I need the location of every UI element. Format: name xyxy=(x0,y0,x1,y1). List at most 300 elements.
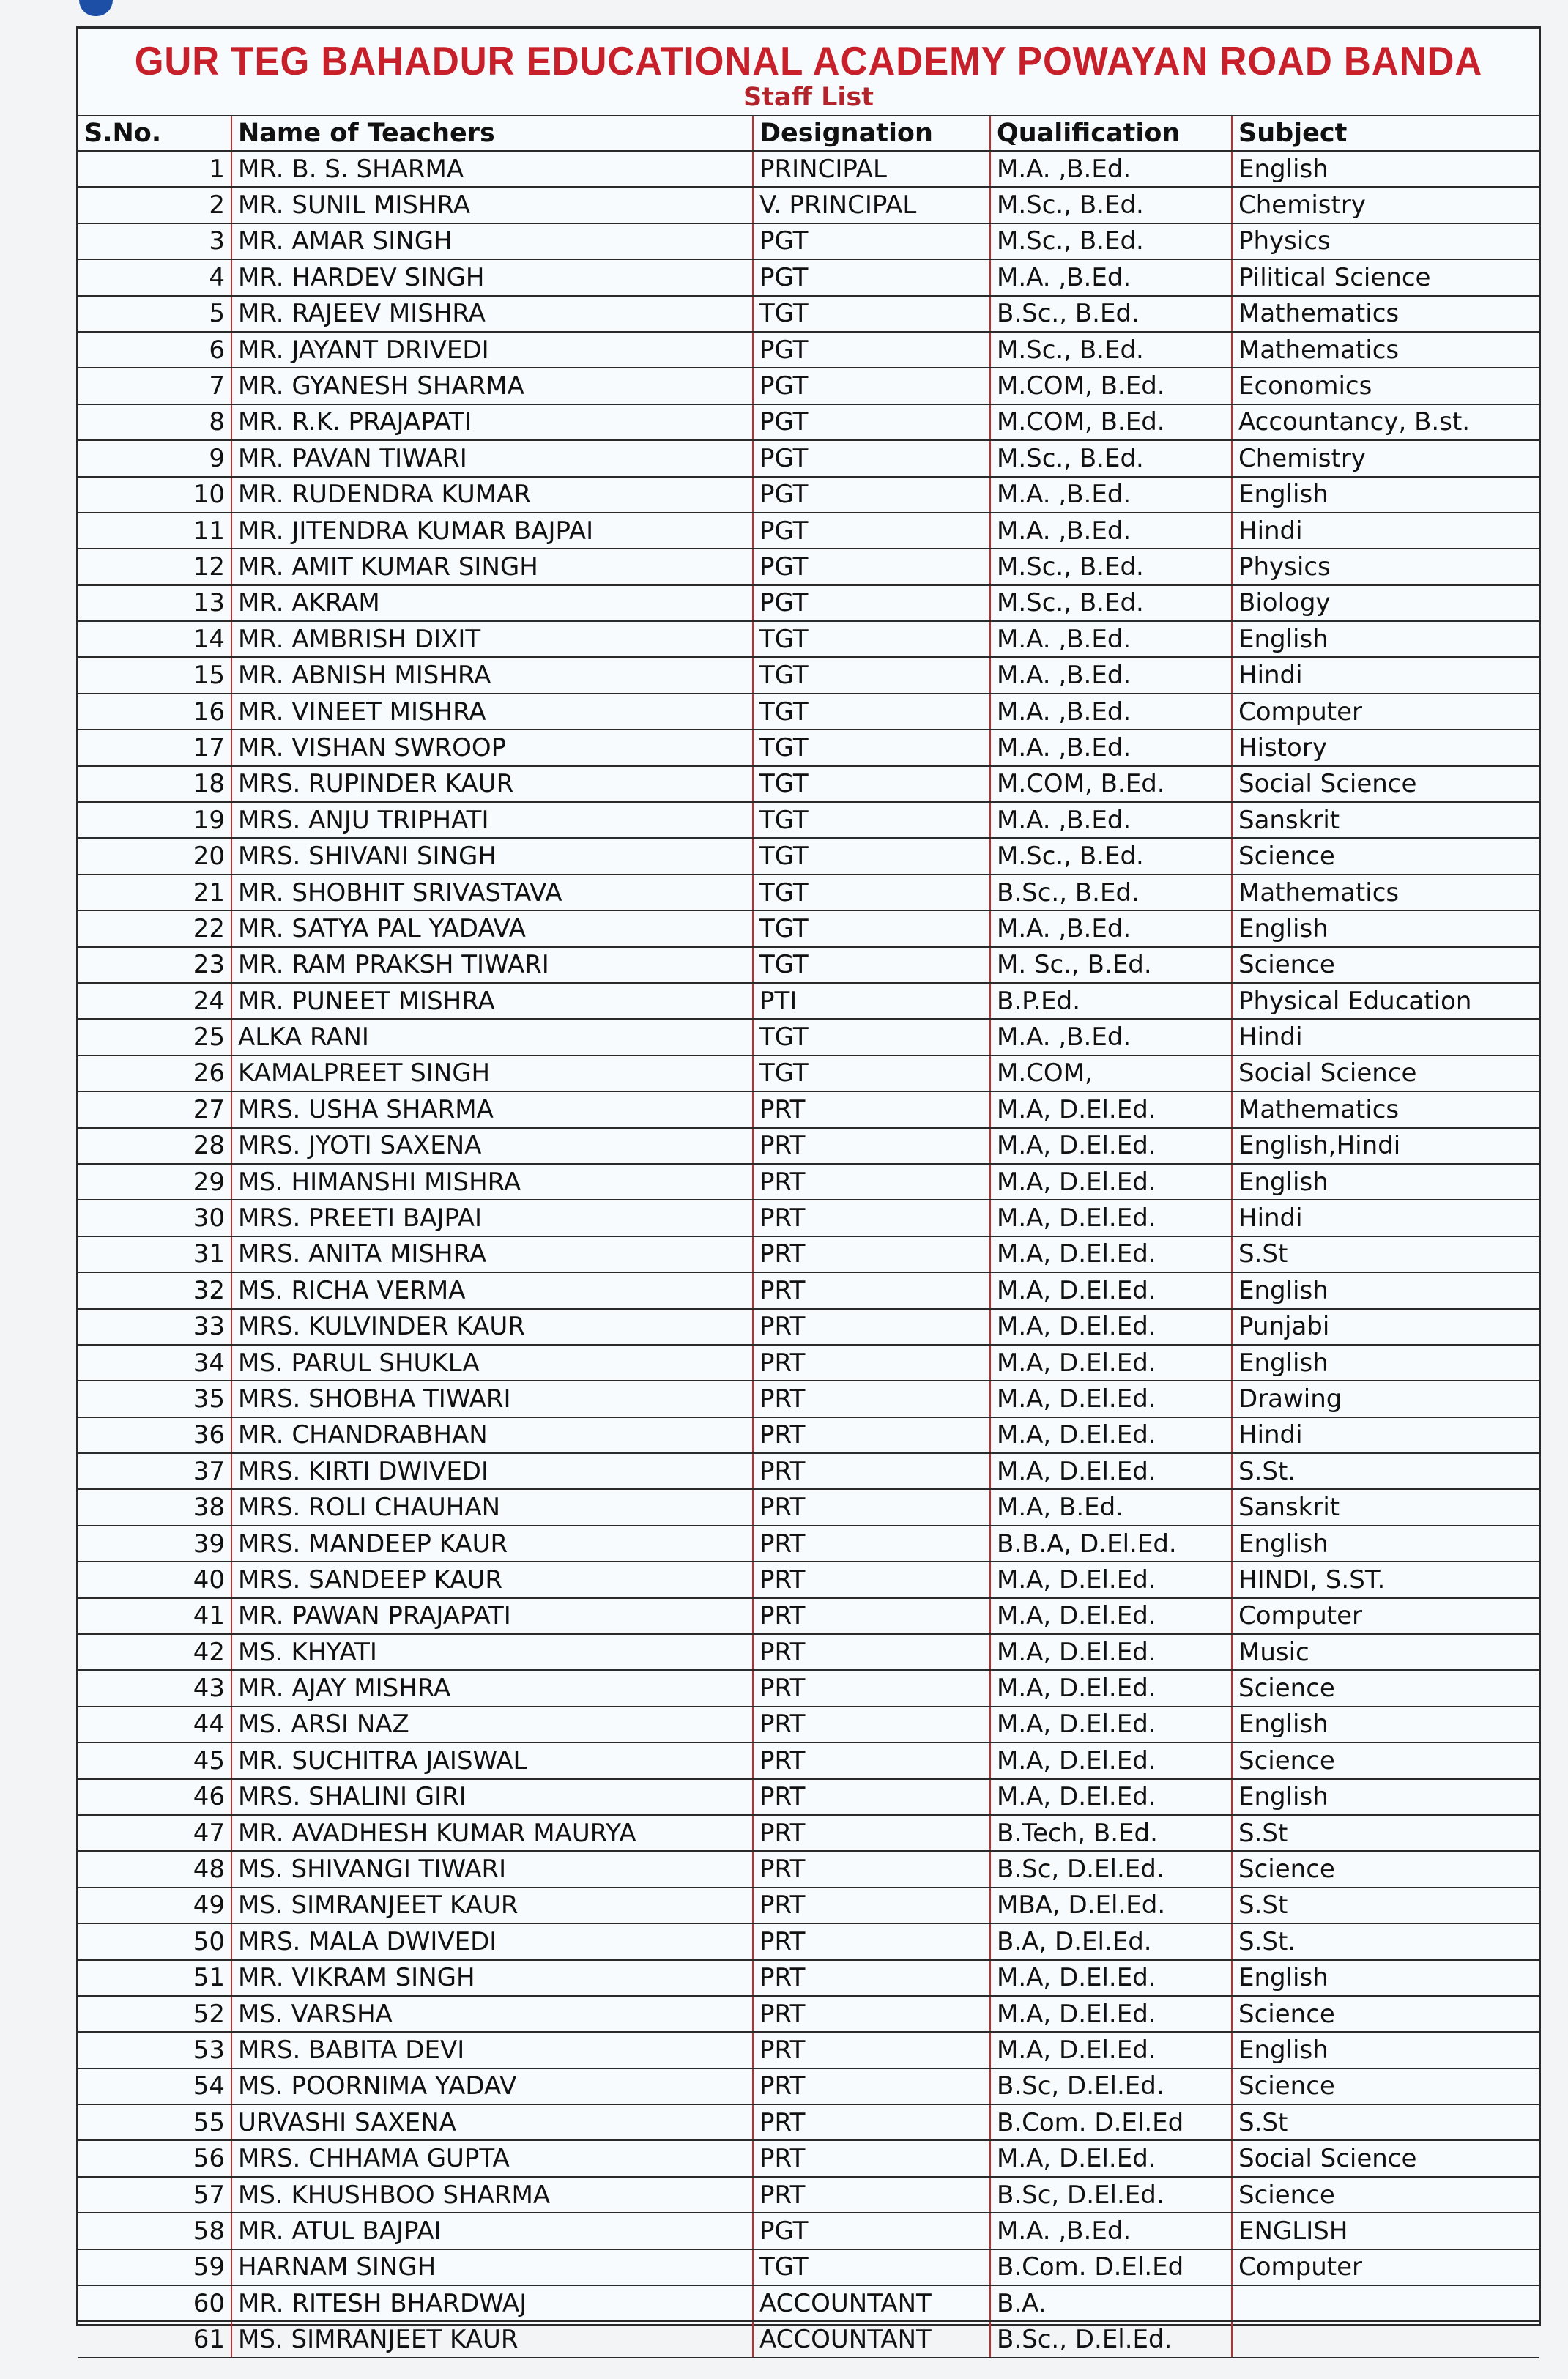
cell-qualification: M.A, D.El.Ed. xyxy=(991,1129,1233,1163)
cell-designation: PRT xyxy=(754,1780,991,1814)
cell-name: MS. PARUL SHUKLA xyxy=(232,1346,754,1380)
cell-subject: Physics xyxy=(1238,552,1331,582)
cell-name: MS. POORNIMA YADAV xyxy=(232,2069,754,2104)
table-row xyxy=(78,549,1539,585)
cell-designation: PGT xyxy=(754,260,991,294)
column-header-name: Name of Teachers xyxy=(232,116,754,150)
cell-designation: TGT xyxy=(754,297,991,331)
cell-designation: TGT xyxy=(754,694,991,729)
cell-qualification: M.Sc., B.Ed. xyxy=(991,224,1233,259)
cell-sno: 6 xyxy=(78,333,232,367)
cell-name: MR. AMIT KUMAR SINGH xyxy=(232,549,754,584)
cell-sno: 50 xyxy=(78,1924,232,1959)
cell-name: MR. R.K. PRAJAPATI xyxy=(232,405,754,439)
table-body xyxy=(78,152,1539,2358)
cell-subject: Science xyxy=(1238,1674,1335,1704)
cell-subject: English xyxy=(1238,2035,1329,2065)
cell-sno: 42 xyxy=(78,1635,232,1669)
cell-name: MRS. KULVINDER KAUR xyxy=(232,1310,754,1344)
cell-qualification: M.A, D.El.Ed. xyxy=(991,1165,1233,1199)
table-row xyxy=(78,1454,1539,1490)
cell-designation: PRT xyxy=(754,2141,991,2175)
cell-designation: PRT xyxy=(754,1743,991,1778)
cell-designation: TGT xyxy=(754,1056,991,1091)
table-row xyxy=(78,1346,1539,1381)
cell-qualification: M.A. ,B.Ed. xyxy=(991,260,1233,294)
cell-qualification: M.Sc., B.Ed. xyxy=(991,441,1233,475)
cell-qualification: M.A. ,B.Ed. xyxy=(991,2213,1233,2248)
cell-designation: PRT xyxy=(754,1237,991,1272)
cell-name: HARNAM SINGH xyxy=(232,2250,754,2285)
cell-designation: PRT xyxy=(754,2178,991,2212)
cell-subject: English,Hindi xyxy=(1238,1131,1401,1161)
cell-name: MR. SUNIL MISHRA xyxy=(232,188,754,222)
table-row xyxy=(78,1599,1539,1635)
cell-name: MR. JITENDRA KUMAR BAJPAI xyxy=(232,513,754,548)
cell-name: MRS. ROLI CHAUHAN xyxy=(232,1490,754,1524)
document-header xyxy=(78,29,1539,115)
cell-name: MR. AKRAM xyxy=(232,586,754,620)
cell-sno: 35 xyxy=(78,1381,232,1416)
cell-subject: S.St xyxy=(1238,1890,1288,1920)
cell-designation: TGT xyxy=(754,622,991,656)
cell-subject: Pilitical Science xyxy=(1238,262,1431,292)
cell-qualification: M.A. ,B.Ed. xyxy=(991,911,1233,946)
cell-name: MS. SIMRANJEET KAUR xyxy=(232,1888,754,1923)
table-row xyxy=(78,2141,1539,2177)
cell-designation: ACCOUNTANT xyxy=(754,2322,991,2356)
table-row xyxy=(78,2286,1539,2322)
cell-name: MRS. SHIVANI SINGH xyxy=(232,839,754,873)
table-row xyxy=(78,333,1539,368)
cell-name: MS. HIMANSHI MISHRA xyxy=(232,1165,754,1199)
table-row xyxy=(78,1165,1539,1200)
table-row xyxy=(78,1200,1539,1236)
table-row xyxy=(78,1961,1539,1997)
cell-qualification: M.A, D.El.Ed. xyxy=(991,1635,1233,1669)
cell-qualification: M.A, D.El.Ed. xyxy=(991,1707,1233,1742)
cell-designation: PRT xyxy=(754,1707,991,1742)
cell-sno: 1 xyxy=(78,152,232,186)
cell-qualification: B.Sc, D.El.Ed. xyxy=(991,1852,1233,1886)
cell-sno: 28 xyxy=(78,1129,232,1163)
cell-qualification: M.A, D.El.Ed. xyxy=(991,1780,1233,1814)
cell-designation: TGT xyxy=(754,2250,991,2285)
cell-designation: PRT xyxy=(754,1092,991,1127)
cell-qualification: M.A, D.El.Ed. xyxy=(991,1092,1233,1127)
cell-subject: Computer xyxy=(1238,1601,1363,1631)
table-row xyxy=(78,1562,1539,1598)
table-row xyxy=(78,1635,1539,1671)
cell-sno: 29 xyxy=(78,1165,232,1199)
cell-sno: 46 xyxy=(78,1780,232,1814)
cell-sno: 20 xyxy=(78,839,232,873)
cell-designation: TGT xyxy=(754,1020,991,1054)
table-row xyxy=(78,1273,1539,1309)
column-header-qualification: Qualification xyxy=(991,116,1233,150)
cell-sno: 44 xyxy=(78,1707,232,1742)
table-row xyxy=(78,2250,1539,2286)
table-row xyxy=(78,875,1539,911)
cell-subject xyxy=(1233,2286,1539,2320)
cell-subject: English xyxy=(1238,154,1329,184)
cell-subject: Accountancy, B.st. xyxy=(1238,407,1471,437)
cell-subject: English xyxy=(1238,1348,1329,1378)
cell-subject: English xyxy=(1238,1167,1329,1197)
cell-designation: PGT xyxy=(754,405,991,439)
cell-designation: PRT xyxy=(754,1346,991,1380)
cell-qualification: M.A, D.El.Ed. xyxy=(991,2141,1233,2175)
cell-designation: TGT xyxy=(754,767,991,801)
cell-name: MR. PAWAN PRAJAPATI xyxy=(232,1599,754,1633)
cell-qualification: M.A. ,B.Ed. xyxy=(991,622,1233,656)
cell-qualification: B.Sc., B.Ed. xyxy=(991,297,1233,331)
cell-sno: 54 xyxy=(78,2069,232,2104)
cell-subject: Social Science xyxy=(1238,1058,1417,1088)
cell-subject: Punjabi xyxy=(1238,1312,1330,1342)
cell-qualification: M.A, D.El.Ed. xyxy=(991,1562,1233,1597)
cell-subject: Chemistry xyxy=(1238,443,1366,473)
table-row xyxy=(78,658,1539,694)
cell-qualification: M.A. ,B.Ed. xyxy=(991,658,1233,692)
cell-subject: English xyxy=(1238,1782,1329,1812)
cell-qualification: B.Com. D.El.Ed xyxy=(991,2105,1233,2139)
cell-designation: PGT xyxy=(754,368,991,403)
cell-sno: 33 xyxy=(78,1310,232,1344)
cell-name: MS. KHYATI xyxy=(232,1635,754,1669)
cell-designation: PRT xyxy=(754,1273,991,1307)
cell-subject: S.St. xyxy=(1238,1456,1296,1486)
cell-sno: 55 xyxy=(78,2105,232,2139)
table-row xyxy=(78,1418,1539,1454)
cell-sno: 32 xyxy=(78,1273,232,1307)
cell-name: MR. ABNISH MISHRA xyxy=(232,658,754,692)
cell-qualification: M.A, D.El.Ed. xyxy=(991,1961,1233,1995)
cell-qualification: M.Sc., B.Ed. xyxy=(991,333,1233,367)
cell-sno: 25 xyxy=(78,1020,232,1054)
cell-sno: 9 xyxy=(78,441,232,475)
table-row xyxy=(78,224,1539,260)
cell-designation: ACCOUNTANT xyxy=(754,2286,991,2320)
table-row xyxy=(78,260,1539,296)
cell-sno: 36 xyxy=(78,1418,232,1452)
cell-sno: 43 xyxy=(78,1671,232,1705)
table-row xyxy=(78,1490,1539,1526)
cell-qualification: M.A, B.Ed. xyxy=(991,1490,1233,1524)
cell-sno: 5 xyxy=(78,297,232,331)
cell-name: MR. HARDEV SINGH xyxy=(232,260,754,294)
table-row xyxy=(78,1924,1539,1960)
cell-qualification: M.COM, B.Ed. xyxy=(991,767,1233,801)
cell-subject: Mathematics xyxy=(1238,877,1400,908)
cell-sno: 41 xyxy=(78,1599,232,1633)
cell-sno: 34 xyxy=(78,1346,232,1380)
cell-sno: 7 xyxy=(78,368,232,403)
cell-name: MRS. RUPINDER KAUR xyxy=(232,767,754,801)
cell-qualification: M. Sc., B.Ed. xyxy=(991,948,1233,982)
cell-name: MR. AMBRISH DIXIT xyxy=(232,622,754,656)
cell-qualification: M.A, D.El.Ed. xyxy=(991,1273,1233,1307)
cell-designation: PRT xyxy=(754,1852,991,1886)
cell-designation: PRT xyxy=(754,2033,991,2067)
cell-sno: 15 xyxy=(78,658,232,692)
cell-subject: Hindi xyxy=(1238,1023,1303,1053)
cell-qualification: M.A, D.El.Ed. xyxy=(991,1743,1233,1778)
cell-qualification: M.A, D.El.Ed. xyxy=(991,1454,1233,1488)
column-header-subject: Subject xyxy=(1238,119,1348,148)
cell-name: MR. VISHAN SWROOP xyxy=(232,730,754,765)
table-row xyxy=(78,2213,1539,2249)
cell-sno: 22 xyxy=(78,911,232,946)
cell-name: MRS. CHHAMA GUPTA xyxy=(232,2141,754,2175)
cell-qualification: M.A, D.El.Ed. xyxy=(991,1310,1233,1344)
cell-subject: Science xyxy=(1238,1855,1335,1885)
cell-subject: English xyxy=(1238,480,1329,510)
cell-sno: 58 xyxy=(78,2213,232,2248)
cell-designation: PGT xyxy=(754,549,991,584)
cell-subject: Science xyxy=(1238,1999,1335,2029)
cell-subject: Social Science xyxy=(1238,769,1417,799)
cell-qualification: M.A. ,B.Ed. xyxy=(991,730,1233,765)
cell-name: MS. VARSHA xyxy=(232,1997,754,2031)
cell-subject: Mathematics xyxy=(1238,1094,1400,1124)
cell-name: MRS. MALA DWIVEDI xyxy=(232,1924,754,1959)
cell-subject: Chemistry xyxy=(1238,190,1366,220)
cell-designation: TGT xyxy=(754,911,991,946)
table-row xyxy=(78,188,1539,223)
cell-designation: PRT xyxy=(754,1635,991,1669)
cell-qualification: M.A. ,B.Ed. xyxy=(991,803,1233,837)
table-row xyxy=(78,441,1539,477)
cell-qualification: M.COM, B.Ed. xyxy=(991,368,1233,403)
cell-qualification: MBA, D.El.Ed. xyxy=(991,1888,1233,1923)
cell-name: ALKA RANI xyxy=(232,1020,754,1054)
cell-subject: Hindi xyxy=(1238,661,1303,691)
cell-sno: 27 xyxy=(78,1092,232,1127)
cell-subject: Physics xyxy=(1238,226,1331,256)
cell-sno: 59 xyxy=(78,2250,232,2285)
cell-sno: 57 xyxy=(78,2178,232,2212)
cell-name: MRS. SHALINI GIRI xyxy=(232,1780,754,1814)
cell-qualification: B.P.Ed. xyxy=(991,984,1233,1018)
cell-designation: PRT xyxy=(754,1562,991,1597)
cell-sno: 37 xyxy=(78,1454,232,1488)
cell-qualification: M.A, D.El.Ed. xyxy=(991,1599,1233,1633)
cell-subject: Science xyxy=(1238,2180,1335,2210)
cell-name: MR. PAVAN TIWARI xyxy=(232,441,754,475)
cell-qualification: M.A. ,B.Ed. xyxy=(991,152,1233,186)
cell-qualification: M.A, D.El.Ed. xyxy=(991,1200,1233,1235)
cell-subject: English xyxy=(1238,1275,1329,1305)
table-row xyxy=(78,1526,1539,1562)
cell-sno: 10 xyxy=(78,478,232,512)
cell-qualification: M.A, D.El.Ed. xyxy=(991,1381,1233,1416)
cell-sno: 12 xyxy=(78,549,232,584)
cell-designation: PRT xyxy=(754,1310,991,1344)
cell-subject: Sanskrit xyxy=(1238,1493,1340,1523)
cell-qualification: M.Sc., B.Ed. xyxy=(991,839,1233,873)
cell-subject: History xyxy=(1238,732,1327,762)
table-row xyxy=(78,478,1539,513)
table-row xyxy=(78,1237,1539,1273)
cell-designation: PRT xyxy=(754,1418,991,1452)
cell-subject xyxy=(1233,2322,1539,2356)
cell-name: MR. RAJEEV MISHRA xyxy=(232,297,754,331)
cell-sno: 24 xyxy=(78,984,232,1018)
school-logo-icon xyxy=(79,0,113,16)
cell-designation: PRT xyxy=(754,1997,991,2031)
cell-name: MR. JAYANT DRIVEDI xyxy=(232,333,754,367)
cell-designation: PRT xyxy=(754,1599,991,1633)
cell-designation: PRT xyxy=(754,1671,991,1705)
cell-sno: 11 xyxy=(78,513,232,548)
cell-name: MR. VIKRAM SINGH xyxy=(232,1961,754,1995)
cell-qualification: M.Sc., B.Ed. xyxy=(991,586,1233,620)
cell-designation: PRT xyxy=(754,1454,991,1488)
table-row xyxy=(78,1780,1539,1816)
table-row xyxy=(78,513,1539,549)
cell-qualification: B.B.A, D.El.Ed. xyxy=(991,1526,1233,1561)
cell-name: MS. KHUSHBOO SHARMA xyxy=(232,2178,754,2212)
cell-designation: PGT xyxy=(754,513,991,548)
cell-name: KAMALPREET SINGH xyxy=(232,1056,754,1091)
cell-designation: TGT xyxy=(754,875,991,910)
cell-name: MR. SATYA PAL YADAVA xyxy=(232,911,754,946)
cell-designation: PGT xyxy=(754,224,991,259)
cell-qualification: M.A, D.El.Ed. xyxy=(991,1237,1233,1272)
table-row xyxy=(78,1129,1539,1165)
cell-subject: Physical Education xyxy=(1238,986,1472,1016)
staff-list-sheet xyxy=(76,26,1541,2355)
cell-subject: Computer xyxy=(1238,2252,1363,2282)
cell-qualification: M.Sc., B.Ed. xyxy=(991,188,1233,222)
table-row xyxy=(78,984,1539,1020)
cell-sno: 52 xyxy=(78,1997,232,2031)
cell-subject: English xyxy=(1238,1529,1329,1559)
cell-designation: PGT xyxy=(754,586,991,620)
table-row xyxy=(78,586,1539,622)
cell-name: MR. RAM PRAKSH TIWARI xyxy=(232,948,754,982)
cell-subject: Mathematics xyxy=(1238,335,1400,365)
cell-sno: 45 xyxy=(78,1743,232,1778)
cell-sno: 16 xyxy=(78,694,232,729)
cell-name: MRS. SHOBHA TIWARI xyxy=(232,1381,754,1416)
cell-designation: PRT xyxy=(754,1924,991,1959)
cell-designation: PRT xyxy=(754,1490,991,1524)
cell-sno: 17 xyxy=(78,730,232,765)
cell-designation: PRT xyxy=(754,1816,991,1850)
cell-name: MR. RUDENDRA KUMAR xyxy=(232,478,754,512)
table-row xyxy=(78,152,1539,188)
cell-subject: English xyxy=(1238,1963,1329,1993)
table-row xyxy=(78,368,1539,404)
cell-name: URVASHI SAXENA xyxy=(232,2105,754,2139)
cell-designation: TGT xyxy=(754,948,991,982)
cell-sno: 53 xyxy=(78,2033,232,2067)
cell-name: MRS. PREETI BAJPAI xyxy=(232,1200,754,1235)
table-row xyxy=(78,1852,1539,1888)
cell-name: MS. SIMRANJEET KAUR xyxy=(232,2322,754,2356)
cell-name: MR. PUNEET MISHRA xyxy=(232,984,754,1018)
cell-sno: 3 xyxy=(78,224,232,259)
table-row xyxy=(78,1092,1539,1128)
table-row xyxy=(78,948,1539,984)
cell-designation: TGT xyxy=(754,730,991,765)
table-row xyxy=(78,1020,1539,1055)
cell-qualification: M.A. ,B.Ed. xyxy=(991,1020,1233,1054)
cell-subject: S.St xyxy=(1238,2107,1288,2137)
cell-designation: TGT xyxy=(754,839,991,873)
table-row xyxy=(78,1816,1539,1852)
cell-designation: PGT xyxy=(754,2213,991,2248)
cell-sno: 31 xyxy=(78,1237,232,1272)
cell-subject: S.St xyxy=(1238,1239,1288,1269)
cell-sno: 4 xyxy=(78,260,232,294)
cell-qualification: M.COM, B.Ed. xyxy=(991,405,1233,439)
cell-name: MR. RITESH BHARDWAJ xyxy=(232,2286,754,2320)
cell-name: MR. CHANDRABHAN xyxy=(232,1418,754,1452)
table-row xyxy=(78,2069,1539,2105)
cell-name: MRS. BABITA DEVI xyxy=(232,2033,754,2067)
cell-sno: 2 xyxy=(78,188,232,222)
table-row xyxy=(78,1888,1539,1924)
cell-qualification: B.A, D.El.Ed. xyxy=(991,1924,1233,1959)
column-header-sno: S.No. xyxy=(78,116,232,150)
cell-name: MR. SHOBHIT SRIVASTAVA xyxy=(232,875,754,910)
table-row xyxy=(78,2033,1539,2068)
table-row xyxy=(78,1707,1539,1743)
cell-subject: S.St xyxy=(1238,1818,1288,1848)
cell-qualification: M.A, D.El.Ed. xyxy=(991,1346,1233,1380)
cell-name: MR. VINEET MISHRA xyxy=(232,694,754,729)
cell-sno: 49 xyxy=(78,1888,232,1923)
table-row xyxy=(78,911,1539,947)
cell-subject: ENGLISH xyxy=(1238,2216,1348,2246)
cell-name: MR. AVADHESH KUMAR MAURYA xyxy=(232,1816,754,1850)
cell-subject: Science xyxy=(1238,1745,1335,1775)
staff-table xyxy=(78,115,1539,2358)
cell-subject: Hindi xyxy=(1238,1420,1303,1450)
cell-subject: Computer xyxy=(1238,697,1363,727)
cell-sno: 40 xyxy=(78,1562,232,1597)
table-row xyxy=(78,1310,1539,1346)
cell-subject: Music xyxy=(1238,1637,1309,1667)
table-row xyxy=(78,405,1539,441)
cell-sno: 60 xyxy=(78,2286,232,2320)
cell-qualification: M.Sc., B.Ed. xyxy=(991,549,1233,584)
cell-qualification: B.A. xyxy=(991,2286,1233,2320)
cell-designation: PTI xyxy=(754,984,991,1018)
cell-sno: 48 xyxy=(78,1852,232,1886)
cell-name: MRS. ANJU TRIPHATI xyxy=(232,803,754,837)
cell-designation: PRT xyxy=(754,1381,991,1416)
cell-subject: English xyxy=(1238,913,1329,943)
cell-qualification: B.Sc., B.Ed. xyxy=(991,875,1233,910)
list-title: Staff List xyxy=(743,83,874,112)
cell-subject: Mathematics xyxy=(1238,299,1400,329)
cell-designation: PGT xyxy=(754,478,991,512)
cell-sno: 19 xyxy=(78,803,232,837)
cell-subject: Hindi xyxy=(1238,1203,1303,1233)
cell-subject: Biology xyxy=(1238,588,1331,618)
cell-name: MS. RICHA VERMA xyxy=(232,1273,754,1307)
cell-designation: PRT xyxy=(754,1961,991,1995)
cell-name: MS. SHIVANGI TIWARI xyxy=(232,1852,754,1886)
cell-qualification: M.A, D.El.Ed. xyxy=(991,1997,1233,2031)
table-row xyxy=(78,839,1539,875)
cell-sno: 13 xyxy=(78,586,232,620)
table-row xyxy=(78,297,1539,333)
